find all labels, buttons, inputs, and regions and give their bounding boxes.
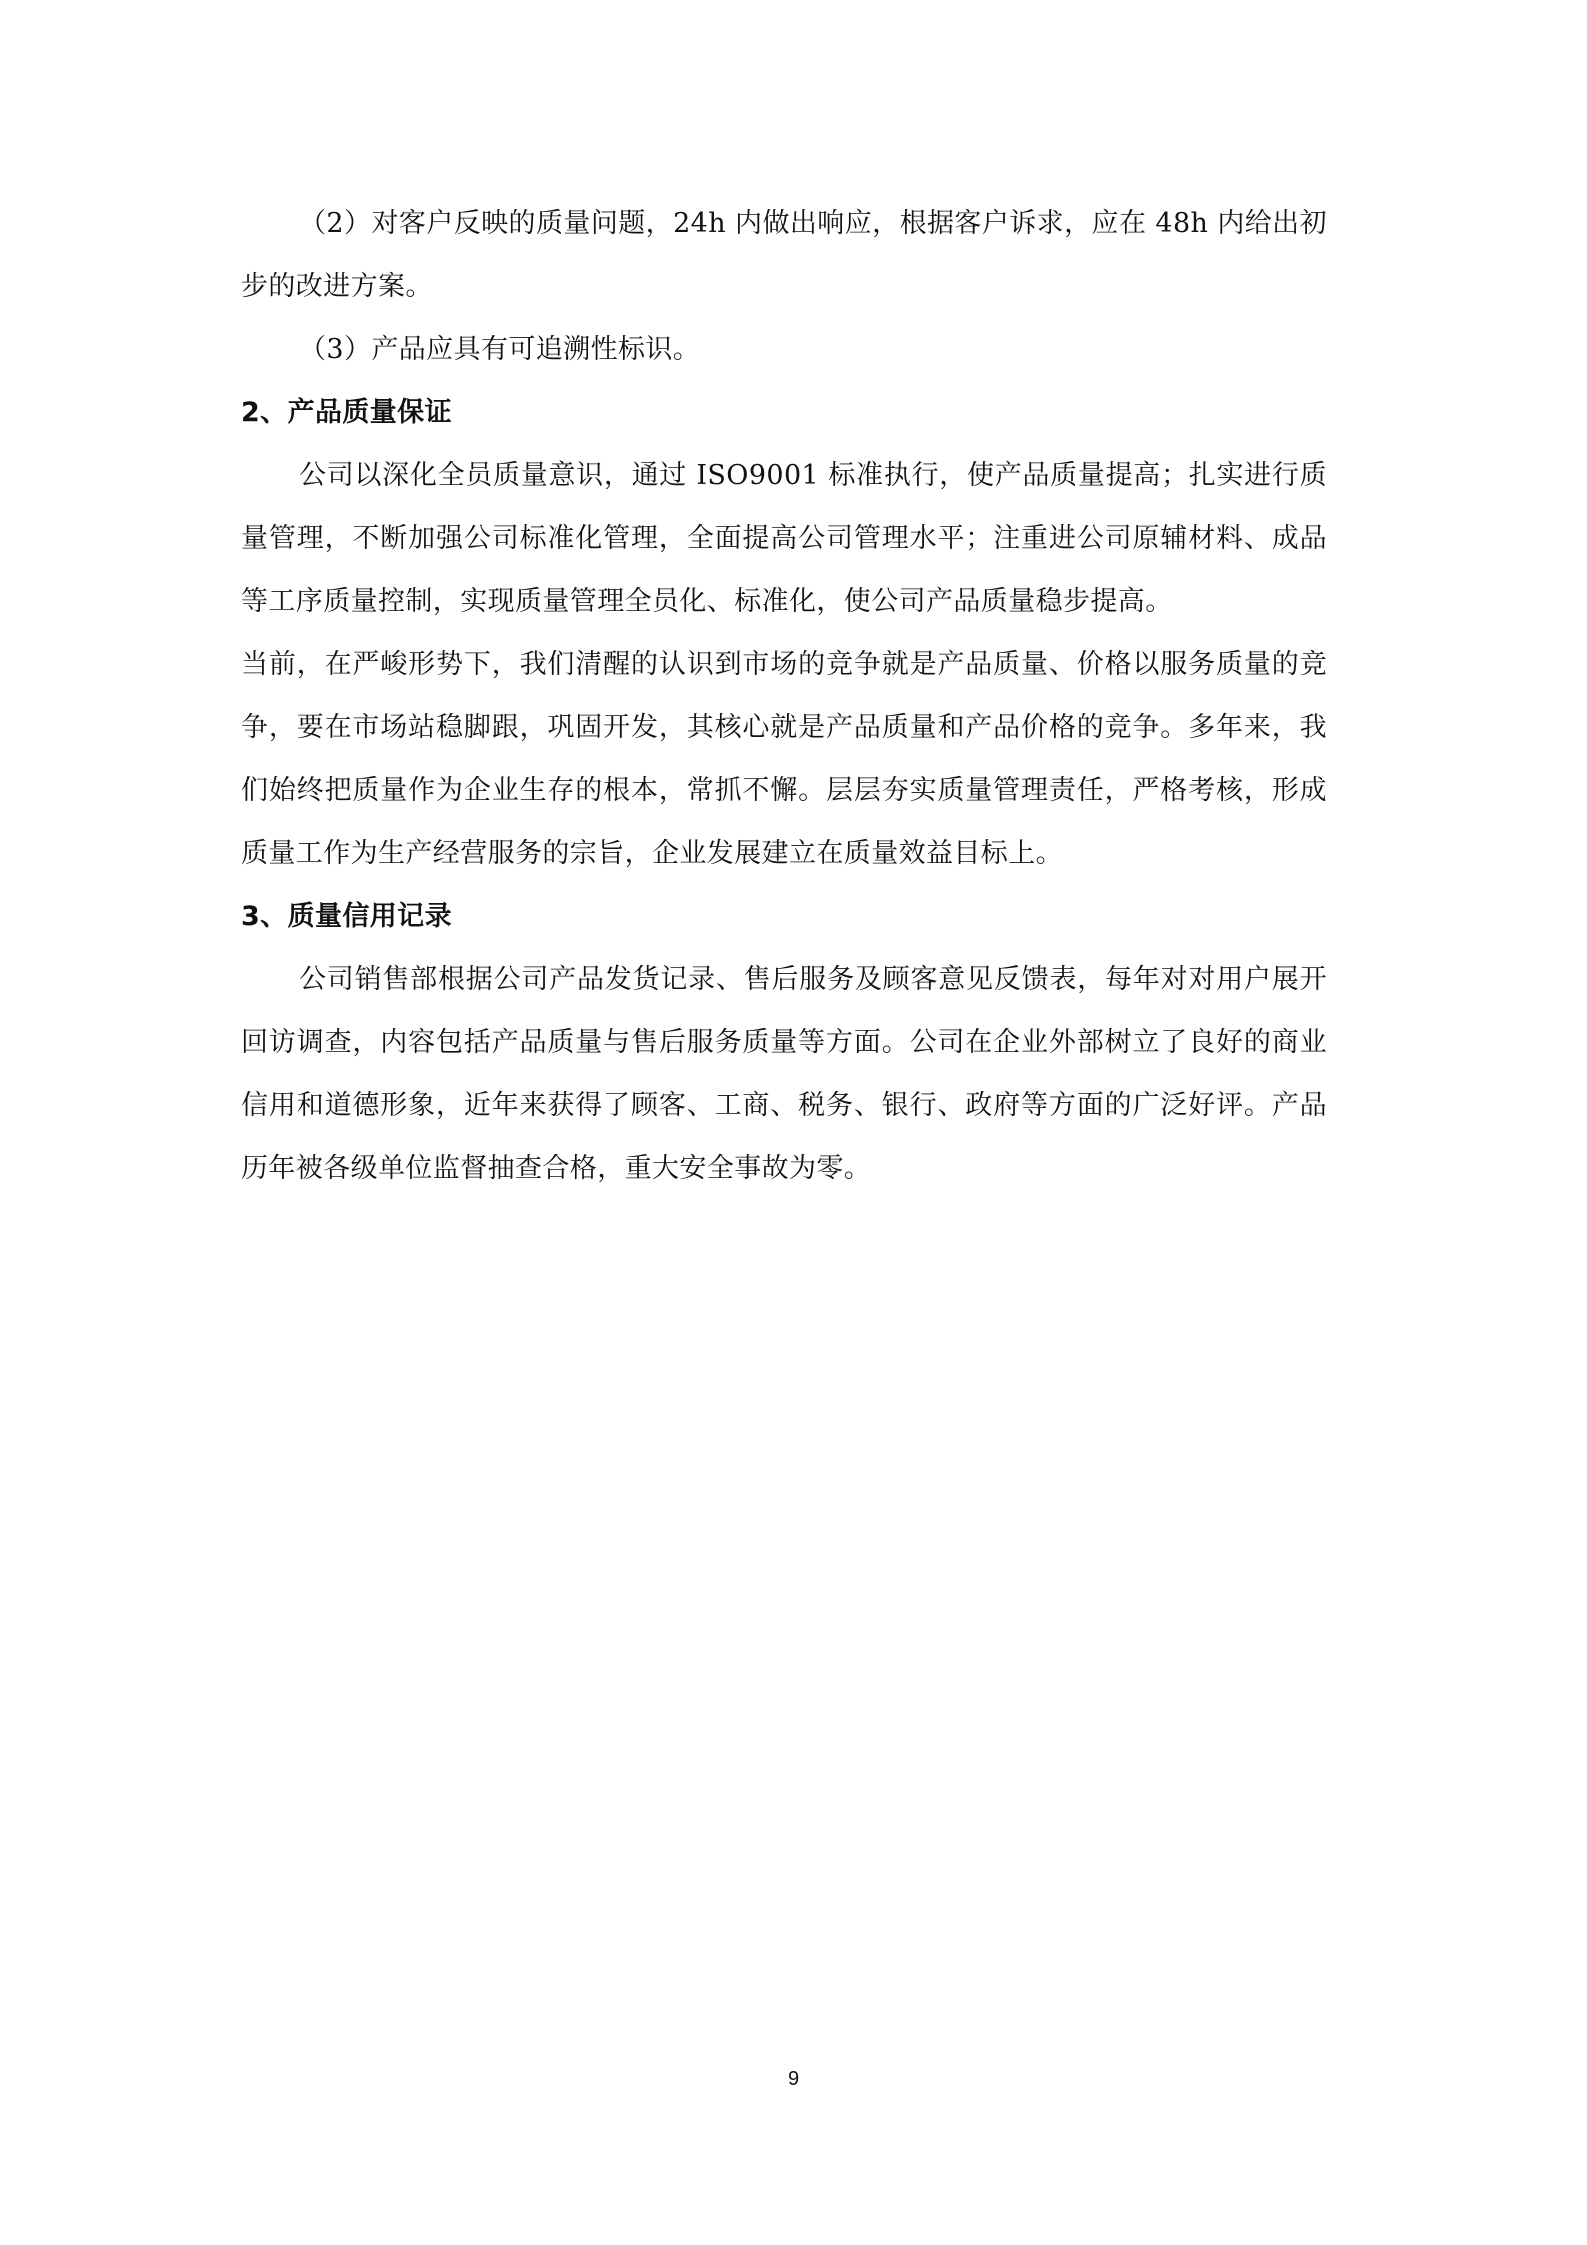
list-item-3: （3）产品应具有可追溯性标识。	[299, 334, 701, 365]
page-number: 9	[787, 2068, 800, 2090]
section-3-paragraph-1: 公司销售部根据公司产品发货记录、售后服务及顾客意见反馈表，每年对对用户展开回访调查，内容包括产品质量与售后服务质量等方面。公司在企业外部树立了良好的商业信用和道德形象，近年来获得了顾客、工商、税务、银行、政府等方面的广泛好评。产品历年被各级单位监督抽查合格，重大安全事故为零。	[241, 964, 1327, 1184]
list-item-2: （2）对客户反映的质量问题，24h 内做出响应，根据客户诉求，应在 48h 内给出初步的改进方案。	[241, 208, 1327, 302]
section-2-heading: 2、产品质量保证	[241, 397, 452, 428]
section-2-paragraph-2: 当前，在严峻形势下，我们清醒的认识到市场的竞争就是产品质量、价格以服务质量的竞争，要在市场站稳脚跟，巩固开发，其核心就是产品质量和产品价格的竞争。多年来，我们始终把质量作为企业生存的根本，常抓不懈。层层夯实质量管理责任，严格考核，形成质量工作为生产经营服务的宗旨，企业发展建立在质量效益目标上。	[241, 649, 1327, 869]
section-2-paragraph-1: 公司以深化全员质量意识，通过 ISO9001 标准执行，使产品质量提高；扎实进行质量管理，不断加强公司标准化管理，全面提高公司管理水平；注重进公司原辅材料、成品等工序质量控制，实现质量管理全员化、标准化，使公司产品质量稳步提高。	[241, 460, 1327, 617]
section-3-heading: 3、质量信用记录	[241, 901, 452, 932]
document-body	[241, 192, 1327, 1200]
